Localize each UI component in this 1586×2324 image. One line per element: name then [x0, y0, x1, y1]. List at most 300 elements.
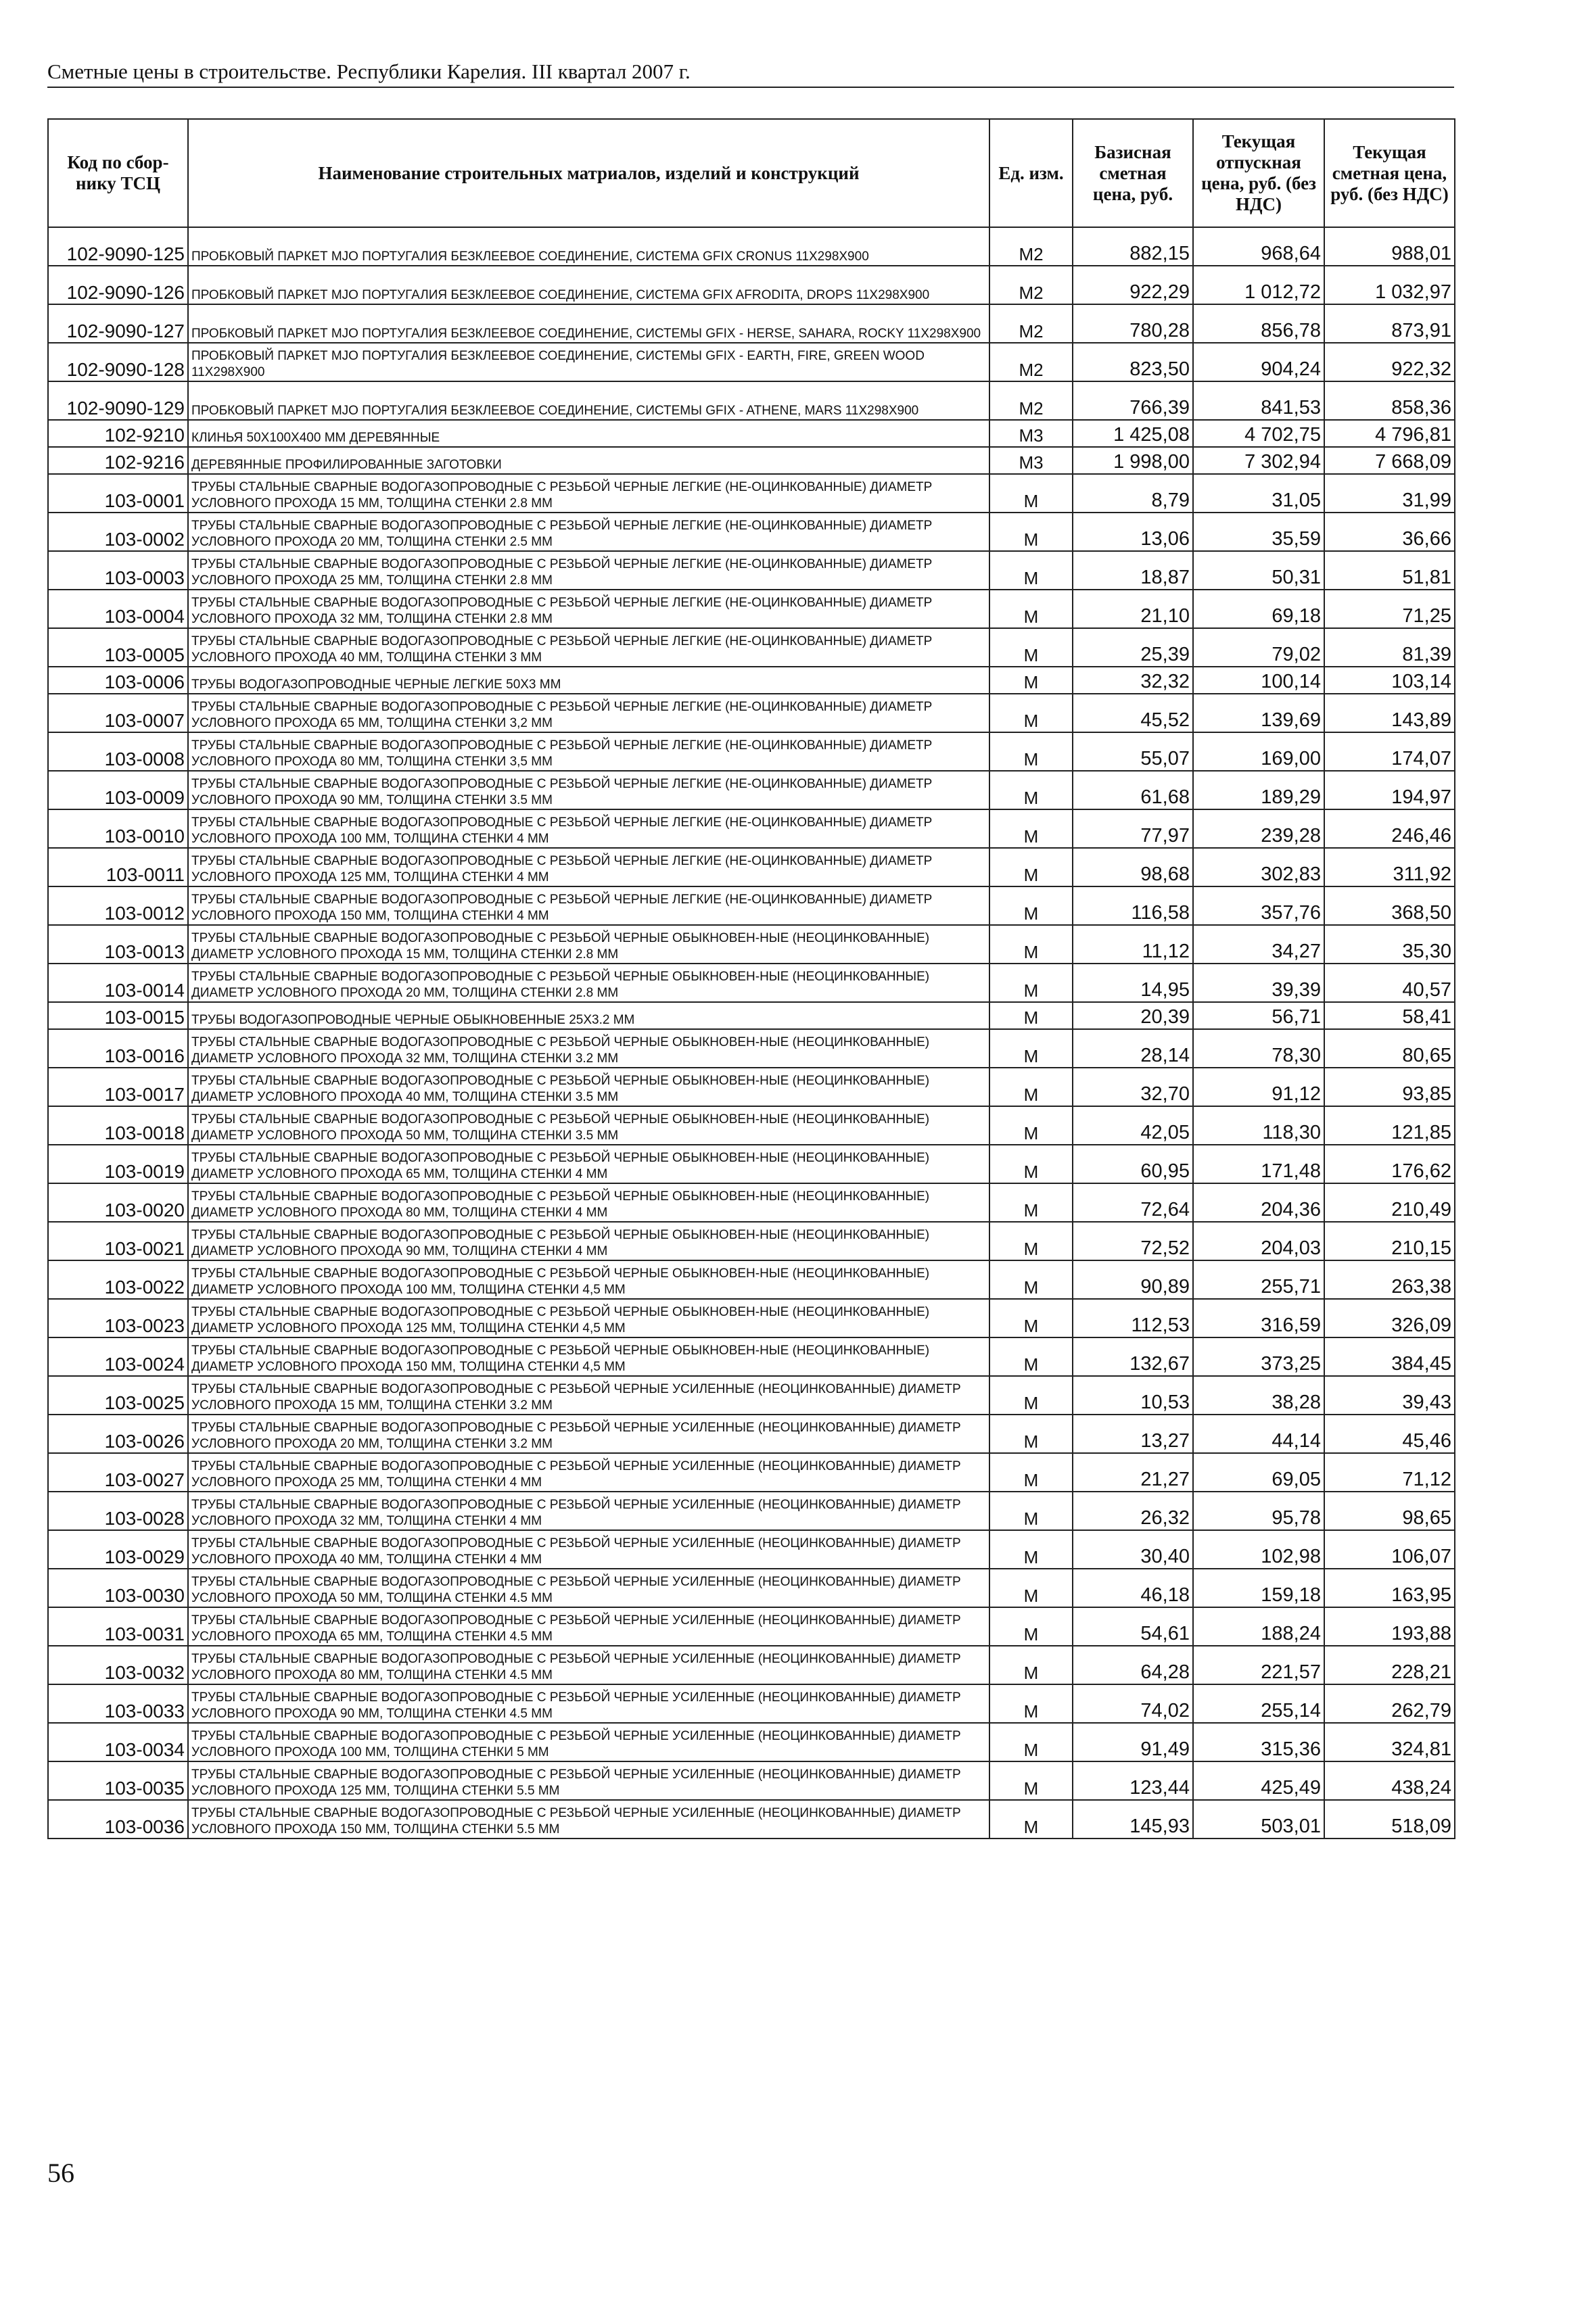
item-code: 103-0013	[48, 925, 188, 964]
release-price: 56,71	[1193, 1002, 1324, 1029]
item-unit: М	[989, 1684, 1073, 1723]
release-price: 316,59	[1193, 1299, 1324, 1337]
current-price: 163,95	[1324, 1569, 1455, 1607]
item-name: ТРУБЫ СТАЛЬНЫЕ СВАРНЫЕ ВОДОГАЗОПРОВОДНЫЕ С РЕЗЬБОЙ ЧЕРНЫЕ УСИЛЕННЫЕ (НЕОЦИНКОВАННЫЕ) ДИАМЕТР УСЛОВНОГО ПРОХОДА 100 ММ, ТОЛЩИНА СТЕНКИ 5 ММ	[188, 1723, 989, 1761]
base-price: 77,97	[1073, 809, 1193, 848]
base-price: 1 425,08	[1073, 420, 1193, 447]
item-code: 103-0011	[48, 848, 188, 886]
item-name: ТРУБЫ СТАЛЬНЫЕ СВАРНЫЕ ВОДОГАЗОПРОВОДНЫЕ С РЕЗЬБОЙ ЧЕРНЫЕ УСИЛЕННЫЕ (НЕОЦИНКОВАННЫЕ) ДИАМЕТР УСЛОВНОГО ПРОХОДА 80 ММ, ТОЛЩИНА СТЕНКИ 4.5 ММ	[188, 1646, 989, 1684]
current-price: 143,89	[1324, 694, 1455, 732]
item-name: ТРУБЫ СТАЛЬНЫЕ СВАРНЫЕ ВОДОГАЗОПРОВОДНЫЕ С РЕЗЬБОЙ ЧЕРНЫЕ УСИЛЕННЫЕ (НЕОЦИНКОВАННЫЕ) ДИАМЕТР УСЛОВНОГО ПРОХОДА 90 ММ, ТОЛЩИНА СТЕНКИ 4.5 ММ	[188, 1684, 989, 1723]
current-price: 210,15	[1324, 1222, 1455, 1260]
item-code: 103-0024	[48, 1337, 188, 1376]
item-name: ТРУБЫ СТАЛЬНЫЕ СВАРНЫЕ ВОДОГАЗОПРОВОДНЫЕ С РЕЗЬБОЙ ЧЕРНЫЕ ОБЫКНОВЕН-НЫЕ (НЕОЦИНКОВАННЫЕ) ДИАМЕТР УСЛОВНОГО ПРОХОДА 32 ММ, ТОЛЩИНА СТЕНКИ 3.2 ММ	[188, 1029, 989, 1068]
table-row	[48, 1761, 1455, 1800]
table-row	[48, 1723, 1455, 1761]
item-unit: М	[989, 1106, 1073, 1145]
item-name: КЛИНЬЯ 50X100X400 ММ ДЕРЕВЯННЫЕ	[188, 420, 989, 447]
table-row	[48, 1183, 1455, 1222]
item-code: 103-0021	[48, 1222, 188, 1260]
release-price: 239,28	[1193, 809, 1324, 848]
item-code: 103-0035	[48, 1761, 188, 1800]
table-row	[48, 513, 1455, 551]
base-price: 21,27	[1073, 1453, 1193, 1492]
item-unit: М	[989, 809, 1073, 848]
page-header: Сметные цены в строительстве. Республики Карелия. III квартал 2007 г.	[47, 58, 1454, 88]
item-unit: М	[989, 964, 1073, 1002]
base-price: 766,39	[1073, 381, 1193, 420]
item-name: ТРУБЫ СТАЛЬНЫЕ СВАРНЫЕ ВОДОГАЗОПРОВОДНЫЕ С РЕЗЬБОЙ ЧЕРНЫЕ ОБЫКНОВЕН-НЫЕ (НЕОЦИНКОВАННЫЕ) ДИАМЕТР УСЛОВНОГО ПРОХОДА 90 ММ, ТОЛЩИНА СТЕНКИ 4 ММ	[188, 1222, 989, 1260]
item-name: ПРОБКОВЫЙ ПАРКЕТ MJO ПОРТУГАЛИЯ БЕЗКЛЕЕВОЕ СОЕДИНЕНИЕ, СИСТЕМЫ GFIX - ATHENE, MARS 11X298X900	[188, 381, 989, 420]
current-price: 58,41	[1324, 1002, 1455, 1029]
item-name: ПРОБКОВЫЙ ПАРКЕТ MJO ПОРТУГАЛИЯ БЕЗКЛЕЕВОЕ СОЕДИНЕНИЕ, СИСТЕМЫ GFIX - HERSE, SAHARA, ROCKY 11X298X900	[188, 304, 989, 343]
item-code: 102-9090-129	[48, 381, 188, 420]
release-price: 31,05	[1193, 474, 1324, 513]
table-header-row	[48, 119, 1455, 227]
item-name: ТРУБЫ СТАЛЬНЫЕ СВАРНЫЕ ВОДОГАЗОПРОВОДНЫЕ С РЕЗЬБОЙ ЧЕРНЫЕ ОБЫКНОВЕН-НЫЕ (НЕОЦИНКОВАННЫЕ) ДИАМЕТР УСЛОВНОГО ПРОХОДА 15 ММ, ТОЛЩИНА СТЕНКИ 2.8 ММ	[188, 925, 989, 964]
current-price: 35,30	[1324, 925, 1455, 964]
item-name: ПРОБКОВЫЙ ПАРКЕТ MJO ПОРТУГАЛИЯ БЕЗКЛЕЕВОЕ СОЕДИНЕНИЕ, СИСТЕМА GFIX AFRODITA, DROPS 11X298X900	[188, 266, 989, 304]
item-name: ДЕРЕВЯННЫЕ ПРОФИЛИРОВАННЫЕ ЗАГОТОВКИ	[188, 447, 989, 474]
item-unit: М	[989, 1002, 1073, 1029]
item-name: ТРУБЫ СТАЛЬНЫЕ СВАРНЫЕ ВОДОГАЗОПРОВОДНЫЕ С РЕЗЬБОЙ ЧЕРНЫЕ УСИЛЕННЫЕ (НЕОЦИНКОВАННЫЕ) ДИАМЕТР УСЛОВНОГО ПРОХОДА 65 ММ, ТОЛЩИНА СТЕНКИ 4.5 ММ	[188, 1607, 989, 1646]
item-name: ТРУБЫ СТАЛЬНЫЕ СВАРНЫЕ ВОДОГАЗОПРОВОДНЫЕ С РЕЗЬБОЙ ЧЕРНЫЕ ОБЫКНОВЕН-НЫЕ (НЕОЦИНКОВАННЫЕ) ДИАМЕТР УСЛОВНОГО ПРОХОДА 40 ММ, ТОЛЩИНА СТЕНКИ 3.5 ММ	[188, 1068, 989, 1106]
table-row	[48, 1106, 1455, 1145]
current-price: 40,57	[1324, 964, 1455, 1002]
current-price: 71,12	[1324, 1453, 1455, 1492]
current-price: 384,45	[1324, 1337, 1455, 1376]
table-row	[48, 1002, 1455, 1029]
current-price: 326,09	[1324, 1299, 1455, 1337]
release-price: 904,24	[1193, 343, 1324, 381]
item-code: 103-0003	[48, 551, 188, 590]
base-price: 13,06	[1073, 513, 1193, 551]
release-price: 35,59	[1193, 513, 1324, 551]
item-code: 103-0018	[48, 1106, 188, 1145]
item-code: 103-0029	[48, 1530, 188, 1569]
item-unit: М3	[989, 447, 1073, 474]
current-price: 4 796,81	[1324, 420, 1455, 447]
table-row	[48, 1145, 1455, 1183]
table-row	[48, 1222, 1455, 1260]
release-price: 189,29	[1193, 771, 1324, 809]
release-price: 39,39	[1193, 964, 1324, 1002]
item-unit: М	[989, 1068, 1073, 1106]
release-price: 171,48	[1193, 1145, 1324, 1183]
item-code: 102-9090-125	[48, 227, 188, 266]
item-code: 103-0006	[48, 667, 188, 694]
release-price: 856,78	[1193, 304, 1324, 343]
release-price: 1 012,72	[1193, 266, 1324, 304]
item-unit: М	[989, 1723, 1073, 1761]
base-price: 922,29	[1073, 266, 1193, 304]
item-code: 103-0009	[48, 771, 188, 809]
table-row	[48, 1684, 1455, 1723]
release-price: 221,57	[1193, 1646, 1324, 1684]
item-unit: М	[989, 886, 1073, 925]
base-price: 145,93	[1073, 1800, 1193, 1839]
item-name: ТРУБЫ СТАЛЬНЫЕ СВАРНЫЕ ВОДОГАЗОПРОВОДНЫЕ С РЕЗЬБОЙ ЧЕРНЫЕ ЛЕГКИЕ (НЕ-ОЦИНКОВАННЫЕ) ДИАМЕТР УСЛОВНОГО ПРОХОДА 32 ММ, ТОЛЩИНА СТЕНКИ 2.8 ММ	[188, 590, 989, 628]
item-code: 103-0005	[48, 628, 188, 667]
table-row	[48, 1376, 1455, 1415]
item-name: ТРУБЫ СТАЛЬНЫЕ СВАРНЫЕ ВОДОГАЗОПРОВОДНЫЕ С РЕЗЬБОЙ ЧЕРНЫЕ ЛЕГКИЕ (НЕ-ОЦИНКОВАННЫЕ) ДИАМЕТР УСЛОВНОГО ПРОХОДА 150 ММ, ТОЛЩИНА СТЕНКИ 4 ММ	[188, 886, 989, 925]
current-price: 1 032,97	[1324, 266, 1455, 304]
item-code: 103-0025	[48, 1376, 188, 1415]
base-price: 30,40	[1073, 1530, 1193, 1569]
table-row	[48, 667, 1455, 694]
release-price: 69,05	[1193, 1453, 1324, 1492]
base-price: 42,05	[1073, 1106, 1193, 1145]
current-price: 106,07	[1324, 1530, 1455, 1569]
item-name: ТРУБЫ СТАЛЬНЫЕ СВАРНЫЕ ВОДОГАЗОПРОВОДНЫЕ С РЕЗЬБОЙ ЧЕРНЫЕ ОБЫКНОВЕН-НЫЕ (НЕОЦИНКОВАННЫЕ) ДИАМЕТР УСЛОВНОГО ПРОХОДА 65 ММ, ТОЛЩИНА СТЕНКИ 4 ММ	[188, 1145, 989, 1183]
item-code: 103-0015	[48, 1002, 188, 1029]
item-unit: М	[989, 848, 1073, 886]
item-code: 103-0008	[48, 732, 188, 771]
table-row	[48, 1646, 1455, 1684]
item-unit: М	[989, 1415, 1073, 1453]
item-name: ТРУБЫ СТАЛЬНЫЕ СВАРНЫЕ ВОДОГАЗОПРОВОДНЫЕ С РЕЗЬБОЙ ЧЕРНЫЕ ЛЕГКИЕ (НЕ-ОЦИНКОВАННЫЕ) ДИАМЕТР УСЛОВНОГО ПРОХОДА 15 ММ, ТОЛЩИНА СТЕНКИ 2.8 ММ	[188, 474, 989, 513]
table-row	[48, 1530, 1455, 1569]
current-price: 246,46	[1324, 809, 1455, 848]
table-row	[48, 809, 1455, 848]
table-row	[48, 447, 1455, 474]
item-code: 103-0017	[48, 1068, 188, 1106]
release-price: 255,71	[1193, 1260, 1324, 1299]
base-price: 8,79	[1073, 474, 1193, 513]
base-price: 13,27	[1073, 1415, 1193, 1453]
item-unit: М	[989, 925, 1073, 964]
base-price: 21,10	[1073, 590, 1193, 628]
base-price: 32,32	[1073, 667, 1193, 694]
current-price: 873,91	[1324, 304, 1455, 343]
release-price: 425,49	[1193, 1761, 1324, 1800]
current-price: 98,65	[1324, 1492, 1455, 1530]
table-row	[48, 304, 1455, 343]
item-unit: М2	[989, 266, 1073, 304]
current-price: 176,62	[1324, 1145, 1455, 1183]
release-price: 302,83	[1193, 848, 1324, 886]
item-unit: М2	[989, 304, 1073, 343]
column-header-release-price: Текущая отпускная цена, руб. (без НДС)	[1193, 119, 1324, 227]
table-row	[48, 1492, 1455, 1530]
table-row	[48, 771, 1455, 809]
base-price: 780,28	[1073, 304, 1193, 343]
current-price: 228,21	[1324, 1646, 1455, 1684]
release-price: 204,36	[1193, 1183, 1324, 1222]
base-price: 45,52	[1073, 694, 1193, 732]
base-price: 116,58	[1073, 886, 1193, 925]
release-price: 255,14	[1193, 1684, 1324, 1723]
release-price: 169,00	[1193, 732, 1324, 771]
release-price: 159,18	[1193, 1569, 1324, 1607]
item-unit: М	[989, 1492, 1073, 1530]
price-table	[47, 118, 1455, 1839]
item-code: 103-0014	[48, 964, 188, 1002]
current-price: 194,97	[1324, 771, 1455, 809]
item-name: ТРУБЫ СТАЛЬНЫЕ СВАРНЫЕ ВОДОГАЗОПРОВОДНЫЕ С РЕЗЬБОЙ ЧЕРНЫЕ ЛЕГКИЕ (НЕ-ОЦИНКОВАННЫЕ) ДИАМЕТР УСЛОВНОГО ПРОХОДА 80 ММ, ТОЛЩИНА СТЕНКИ 3,5 ММ	[188, 732, 989, 771]
release-price: 841,53	[1193, 381, 1324, 420]
current-price: 45,46	[1324, 1415, 1455, 1453]
item-name: ТРУБЫ СТАЛЬНЫЕ СВАРНЫЕ ВОДОГАЗОПРОВОДНЫЕ С РЕЗЬБОЙ ЧЕРНЫЕ ЛЕГКИЕ (НЕ-ОЦИНКОВАННЫЕ) ДИАМЕТР УСЛОВНОГО ПРОХОДА 20 ММ, ТОЛЩИНА СТЕНКИ 2.5 ММ	[188, 513, 989, 551]
item-name: ТРУБЫ ВОДОГАЗОПРОВОДНЫЕ ЧЕРНЫЕ ОБЫКНОВЕННЫЕ 25X3.2 ММ	[188, 1002, 989, 1029]
current-price: 31,99	[1324, 474, 1455, 513]
item-unit: М	[989, 1222, 1073, 1260]
item-unit: М2	[989, 227, 1073, 266]
item-name: ТРУБЫ СТАЛЬНЫЕ СВАРНЫЕ ВОДОГАЗОПРОВОДНЫЕ С РЕЗЬБОЙ ЧЕРНЫЕ ОБЫКНОВЕН-НЫЕ (НЕОЦИНКОВАННЫЕ) ДИАМЕТР УСЛОВНОГО ПРОХОДА 125 ММ, ТОЛЩИНА СТЕНКИ 4,5 ММ	[188, 1299, 989, 1337]
item-name: ТРУБЫ СТАЛЬНЫЕ СВАРНЫЕ ВОДОГАЗОПРОВОДНЫЕ С РЕЗЬБОЙ ЧЕРНЫЕ УСИЛЕННЫЕ (НЕОЦИНКОВАННЫЕ) ДИАМЕТР УСЛОВНОГО ПРОХОДА 40 ММ, ТОЛЩИНА СТЕНКИ 4 ММ	[188, 1530, 989, 1569]
item-unit: М	[989, 513, 1073, 551]
item-code: 103-0019	[48, 1145, 188, 1183]
item-code: 103-0028	[48, 1492, 188, 1530]
release-price: 315,36	[1193, 1723, 1324, 1761]
table-row	[48, 1299, 1455, 1337]
base-price: 18,87	[1073, 551, 1193, 590]
item-unit: М	[989, 1183, 1073, 1222]
item-code: 103-0016	[48, 1029, 188, 1068]
table-row	[48, 1337, 1455, 1376]
current-price: 438,24	[1324, 1761, 1455, 1800]
release-price: 373,25	[1193, 1337, 1324, 1376]
current-price: 103,14	[1324, 667, 1455, 694]
base-price: 11,12	[1073, 925, 1193, 964]
item-name: ТРУБЫ СТАЛЬНЫЕ СВАРНЫЕ ВОДОГАЗОПРОВОДНЫЕ С РЕЗЬБОЙ ЧЕРНЫЕ ЛЕГКИЕ (НЕ-ОЦИНКОВАННЫЕ) ДИАМЕТР УСЛОВНОГО ПРОХОДА 65 ММ, ТОЛЩИНА СТЕНКИ 3,2 ММ	[188, 694, 989, 732]
item-unit: М	[989, 1260, 1073, 1299]
base-price: 98,68	[1073, 848, 1193, 886]
current-price: 922,32	[1324, 343, 1455, 381]
item-name: ТРУБЫ СТАЛЬНЫЕ СВАРНЫЕ ВОДОГАЗОПРОВОДНЫЕ С РЕЗЬБОЙ ЧЕРНЫЕ ОБЫКНОВЕН-НЫЕ (НЕОЦИНКОВАННЫЕ) ДИАМЕТР УСЛОВНОГО ПРОХОДА 100 ММ, ТОЛЩИНА СТЕНКИ 4,5 ММ	[188, 1260, 989, 1299]
base-price: 123,44	[1073, 1761, 1193, 1800]
current-price: 93,85	[1324, 1068, 1455, 1106]
item-code: 103-0031	[48, 1607, 188, 1646]
table-row	[48, 381, 1455, 420]
page-number: 56	[47, 2158, 74, 2188]
release-price: 34,27	[1193, 925, 1324, 964]
item-name: ТРУБЫ СТАЛЬНЫЕ СВАРНЫЕ ВОДОГАЗОПРОВОДНЫЕ С РЕЗЬБОЙ ЧЕРНЫЕ ОБЫКНОВЕН-НЫЕ (НЕОЦИНКОВАННЫЕ) ДИАМЕТР УСЛОВНОГО ПРОХОДА 150 ММ, ТОЛЩИНА СТЕНКИ 4,5 ММ	[188, 1337, 989, 1376]
item-code: 103-0026	[48, 1415, 188, 1453]
item-name: ТРУБЫ СТАЛЬНЫЕ СВАРНЫЕ ВОДОГАЗОПРОВОДНЫЕ С РЕЗЬБОЙ ЧЕРНЫЕ УСИЛЕННЫЕ (НЕОЦИНКОВАННЫЕ) ДИАМЕТР УСЛОВНОГО ПРОХОДА 32 ММ, ТОЛЩИНА СТЕНКИ 4 ММ	[188, 1492, 989, 1530]
item-unit: М2	[989, 381, 1073, 420]
current-price: 518,09	[1324, 1800, 1455, 1839]
table-row	[48, 551, 1455, 590]
base-price: 26,32	[1073, 1492, 1193, 1530]
item-unit: М	[989, 1299, 1073, 1337]
current-price: 988,01	[1324, 227, 1455, 266]
base-price: 60,95	[1073, 1145, 1193, 1183]
item-code: 103-0030	[48, 1569, 188, 1607]
current-price: 262,79	[1324, 1684, 1455, 1723]
table-row	[48, 590, 1455, 628]
base-price: 72,52	[1073, 1222, 1193, 1260]
item-unit: М3	[989, 420, 1073, 447]
release-price: 50,31	[1193, 551, 1324, 590]
release-price: 102,98	[1193, 1530, 1324, 1569]
item-unit: М2	[989, 343, 1073, 381]
item-code: 102-9090-127	[48, 304, 188, 343]
item-name: ТРУБЫ СТАЛЬНЫЕ СВАРНЫЕ ВОДОГАЗОПРОВОДНЫЕ С РЕЗЬБОЙ ЧЕРНЫЕ УСИЛЕННЫЕ (НЕОЦИНКОВАННЫЕ) ДИАМЕТР УСЛОВНОГО ПРОХОДА 125 ММ, ТОЛЩИНА СТЕНКИ 5.5 ММ	[188, 1761, 989, 1800]
item-code: 103-0004	[48, 590, 188, 628]
item-name: ТРУБЫ СТАЛЬНЫЕ СВАРНЫЕ ВОДОГАЗОПРОВОДНЫЕ С РЕЗЬБОЙ ЧЕРНЫЕ ЛЕГКИЕ (НЕ-ОЦИНКОВАННЫЕ) ДИАМЕТР УСЛОВНОГО ПРОХОДА 40 ММ, ТОЛЩИНА СТЕНКИ 3 ММ	[188, 628, 989, 667]
release-price: 91,12	[1193, 1068, 1324, 1106]
base-price: 74,02	[1073, 1684, 1193, 1723]
base-price: 20,39	[1073, 1002, 1193, 1029]
item-code: 103-0020	[48, 1183, 188, 1222]
base-price: 28,14	[1073, 1029, 1193, 1068]
current-price: 80,65	[1324, 1029, 1455, 1068]
column-header-code: Код по сбор-нику ТСЦ	[48, 119, 188, 227]
table-row	[48, 1415, 1455, 1453]
table-row	[48, 227, 1455, 266]
table-row	[48, 266, 1455, 304]
item-name: ТРУБЫ СТАЛЬНЫЕ СВАРНЫЕ ВОДОГАЗОПРОВОДНЫЕ С РЕЗЬБОЙ ЧЕРНЫЕ УСИЛЕННЫЕ (НЕОЦИНКОВАННЫЕ) ДИАМЕТР УСЛОВНОГО ПРОХОДА 15 ММ, ТОЛЩИНА СТЕНКИ 3.2 ММ	[188, 1376, 989, 1415]
item-code: 103-0023	[48, 1299, 188, 1337]
current-price: 71,25	[1324, 590, 1455, 628]
release-price: 79,02	[1193, 628, 1324, 667]
base-price: 14,95	[1073, 964, 1193, 1002]
item-unit: М	[989, 1145, 1073, 1183]
base-price: 61,68	[1073, 771, 1193, 809]
table-row	[48, 1453, 1455, 1492]
item-unit: М	[989, 771, 1073, 809]
current-price: 39,43	[1324, 1376, 1455, 1415]
release-price: 204,03	[1193, 1222, 1324, 1260]
current-price: 311,92	[1324, 848, 1455, 886]
item-code: 103-0010	[48, 809, 188, 848]
release-price: 188,24	[1193, 1607, 1324, 1646]
base-price: 112,53	[1073, 1299, 1193, 1337]
item-code: 102-9210	[48, 420, 188, 447]
item-code: 103-0027	[48, 1453, 188, 1492]
table-row	[48, 474, 1455, 513]
item-code: 102-9090-126	[48, 266, 188, 304]
table-row	[48, 886, 1455, 925]
current-price: 51,81	[1324, 551, 1455, 590]
table-row	[48, 1068, 1455, 1106]
current-price: 368,50	[1324, 886, 1455, 925]
base-price: 90,89	[1073, 1260, 1193, 1299]
release-price: 69,18	[1193, 590, 1324, 628]
column-header-current-price: Текущая сметная цена, руб. (без НДС)	[1324, 119, 1455, 227]
current-price: 7 668,09	[1324, 447, 1455, 474]
table-row	[48, 1029, 1455, 1068]
table-row	[48, 1607, 1455, 1646]
item-name: ТРУБЫ СТАЛЬНЫЕ СВАРНЫЕ ВОДОГАЗОПРОВОДНЫЕ С РЕЗЬБОЙ ЧЕРНЫЕ ЛЕГКИЕ (НЕ-ОЦИНКОВАННЫЕ) ДИАМЕТР УСЛОВНОГО ПРОХОДА 25 ММ, ТОЛЩИНА СТЕНКИ 2.8 ММ	[188, 551, 989, 590]
base-price: 25,39	[1073, 628, 1193, 667]
item-code: 103-0022	[48, 1260, 188, 1299]
item-unit: М	[989, 1607, 1073, 1646]
item-unit: М	[989, 1453, 1073, 1492]
release-price: 968,64	[1193, 227, 1324, 266]
item-name: ТРУБЫ СТАЛЬНЫЕ СВАРНЫЕ ВОДОГАЗОПРОВОДНЫЕ С РЕЗЬБОЙ ЧЕРНЫЕ УСИЛЕННЫЕ (НЕОЦИНКОВАННЫЕ) ДИАМЕТР УСЛОВНОГО ПРОХОДА 20 ММ, ТОЛЩИНА СТЕНКИ 3.2 ММ	[188, 1415, 989, 1453]
item-name: ТРУБЫ СТАЛЬНЫЕ СВАРНЫЕ ВОДОГАЗОПРОВОДНЫЕ С РЕЗЬБОЙ ЧЕРНЫЕ УСИЛЕННЫЕ (НЕОЦИНКОВАННЫЕ) ДИАМЕТР УСЛОВНОГО ПРОХОДА 150 ММ, ТОЛЩИНА СТЕНКИ 5.5 ММ	[188, 1800, 989, 1839]
item-unit: М	[989, 1569, 1073, 1607]
release-price: 139,69	[1193, 694, 1324, 732]
item-code: 103-0033	[48, 1684, 188, 1723]
table-row	[48, 628, 1455, 667]
release-price: 100,14	[1193, 667, 1324, 694]
item-code: 103-0002	[48, 513, 188, 551]
base-price: 132,67	[1073, 1337, 1193, 1376]
item-code: 103-0012	[48, 886, 188, 925]
item-code: 103-0036	[48, 1800, 188, 1839]
item-unit: М	[989, 667, 1073, 694]
release-price: 503,01	[1193, 1800, 1324, 1839]
table-row	[48, 1260, 1455, 1299]
item-name: ТРУБЫ СТАЛЬНЫЕ СВАРНЫЕ ВОДОГАЗОПРОВОДНЫЕ С РЕЗЬБОЙ ЧЕРНЫЕ УСИЛЕННЫЕ (НЕОЦИНКОВАННЫЕ) ДИАМЕТР УСЛОВНОГО ПРОХОДА 25 ММ, ТОЛЩИНА СТЕНКИ 4 ММ	[188, 1453, 989, 1492]
item-name: ТРУБЫ СТАЛЬНЫЕ СВАРНЫЕ ВОДОГАЗОПРОВОДНЫЕ С РЕЗЬБОЙ ЧЕРНЫЕ ОБЫКНОВЕН-НЫЕ (НЕОЦИНКОВАННЫЕ) ДИАМЕТР УСЛОВНОГО ПРОХОДА 50 ММ, ТОЛЩИНА СТЕНКИ 3.5 ММ	[188, 1106, 989, 1145]
release-price: 95,78	[1193, 1492, 1324, 1530]
item-name: ТРУБЫ ВОДОГАЗОПРОВОДНЫЕ ЧЕРНЫЕ ЛЕГКИЕ 50X3 ММ	[188, 667, 989, 694]
base-price: 823,50	[1073, 343, 1193, 381]
item-unit: М	[989, 1029, 1073, 1068]
item-name: ПРОБКОВЫЙ ПАРКЕТ MJO ПОРТУГАЛИЯ БЕЗКЛЕЕВОЕ СОЕДИНЕНИЕ, СИСТЕМЫ GFIX - EARTH, FIRE, GREEN WOOD 11X298X900	[188, 343, 989, 381]
item-name: ТРУБЫ СТАЛЬНЫЕ СВАРНЫЕ ВОДОГАЗОПРОВОДНЫЕ С РЕЗЬБОЙ ЧЕРНЫЕ УСИЛЕННЫЕ (НЕОЦИНКОВАННЫЕ) ДИАМЕТР УСЛОВНОГО ПРОХОДА 50 ММ, ТОЛЩИНА СТЕНКИ 4.5 ММ	[188, 1569, 989, 1607]
table-row	[48, 343, 1455, 381]
item-name: ПРОБКОВЫЙ ПАРКЕТ MJO ПОРТУГАЛИЯ БЕЗКЛЕЕВОЕ СОЕДИНЕНИЕ, СИСТЕМА GFIX CRONUS 11X298X900	[188, 227, 989, 266]
item-unit: М	[989, 590, 1073, 628]
item-unit: М	[989, 474, 1073, 513]
item-name: ТРУБЫ СТАЛЬНЫЕ СВАРНЫЕ ВОДОГАЗОПРОВОДНЫЕ С РЕЗЬБОЙ ЧЕРНЫЕ ОБЫКНОВЕН-НЫЕ (НЕОЦИНКОВАННЫЕ) ДИАМЕТР УСЛОВНОГО ПРОХОДА 20 ММ, ТОЛЩИНА СТЕНКИ 2.8 ММ	[188, 964, 989, 1002]
current-price: 174,07	[1324, 732, 1455, 771]
item-name: ТРУБЫ СТАЛЬНЫЕ СВАРНЫЕ ВОДОГАЗОПРОВОДНЫЕ С РЕЗЬБОЙ ЧЕРНЫЕ ЛЕГКИЕ (НЕ-ОЦИНКОВАННЫЕ) ДИАМЕТР УСЛОВНОГО ПРОХОДА 125 ММ, ТОЛЩИНА СТЕНКИ 4 ММ	[188, 848, 989, 886]
base-price: 10,53	[1073, 1376, 1193, 1415]
release-price: 44,14	[1193, 1415, 1324, 1453]
item-unit: М	[989, 1376, 1073, 1415]
column-header-name: Наименование строительных матриалов, изделий и конструкций	[188, 119, 989, 227]
release-price: 4 702,75	[1193, 420, 1324, 447]
column-header-unit: Ед. изм.	[989, 119, 1073, 227]
base-price: 64,28	[1073, 1646, 1193, 1684]
base-price: 882,15	[1073, 227, 1193, 266]
current-price: 858,36	[1324, 381, 1455, 420]
item-unit: М	[989, 732, 1073, 771]
current-price: 36,66	[1324, 513, 1455, 551]
current-price: 121,85	[1324, 1106, 1455, 1145]
table-row	[48, 964, 1455, 1002]
current-price: 193,88	[1324, 1607, 1455, 1646]
item-code: 103-0007	[48, 694, 188, 732]
table-row	[48, 732, 1455, 771]
item-unit: М	[989, 1800, 1073, 1839]
item-unit: М	[989, 694, 1073, 732]
item-unit: М	[989, 551, 1073, 590]
item-code: 103-0032	[48, 1646, 188, 1684]
item-code: 102-9216	[48, 447, 188, 474]
release-price: 7 302,94	[1193, 447, 1324, 474]
table-row	[48, 1569, 1455, 1607]
base-price: 72,64	[1073, 1183, 1193, 1222]
item-name: ТРУБЫ СТАЛЬНЫЕ СВАРНЫЕ ВОДОГАЗОПРОВОДНЫЕ С РЕЗЬБОЙ ЧЕРНЫЕ ОБЫКНОВЕН-НЫЕ (НЕОЦИНКОВАННЫЕ) ДИАМЕТР УСЛОВНОГО ПРОХОДА 80 ММ, ТОЛЩИНА СТЕНКИ 4 ММ	[188, 1183, 989, 1222]
current-price: 210,49	[1324, 1183, 1455, 1222]
base-price: 32,70	[1073, 1068, 1193, 1106]
table-row	[48, 694, 1455, 732]
base-price: 1 998,00	[1073, 447, 1193, 474]
item-unit: М	[989, 1337, 1073, 1376]
base-price: 54,61	[1073, 1607, 1193, 1646]
item-unit: М	[989, 1646, 1073, 1684]
table-row	[48, 1800, 1455, 1839]
base-price: 91,49	[1073, 1723, 1193, 1761]
item-code: 102-9090-128	[48, 343, 188, 381]
item-code: 103-0001	[48, 474, 188, 513]
release-price: 78,30	[1193, 1029, 1324, 1068]
item-unit: М	[989, 1761, 1073, 1800]
table-row	[48, 848, 1455, 886]
item-unit: М	[989, 628, 1073, 667]
column-header-base-price: Базисная сметная цена, руб.	[1073, 119, 1193, 227]
release-price: 118,30	[1193, 1106, 1324, 1145]
item-code: 103-0034	[48, 1723, 188, 1761]
release-price: 38,28	[1193, 1376, 1324, 1415]
